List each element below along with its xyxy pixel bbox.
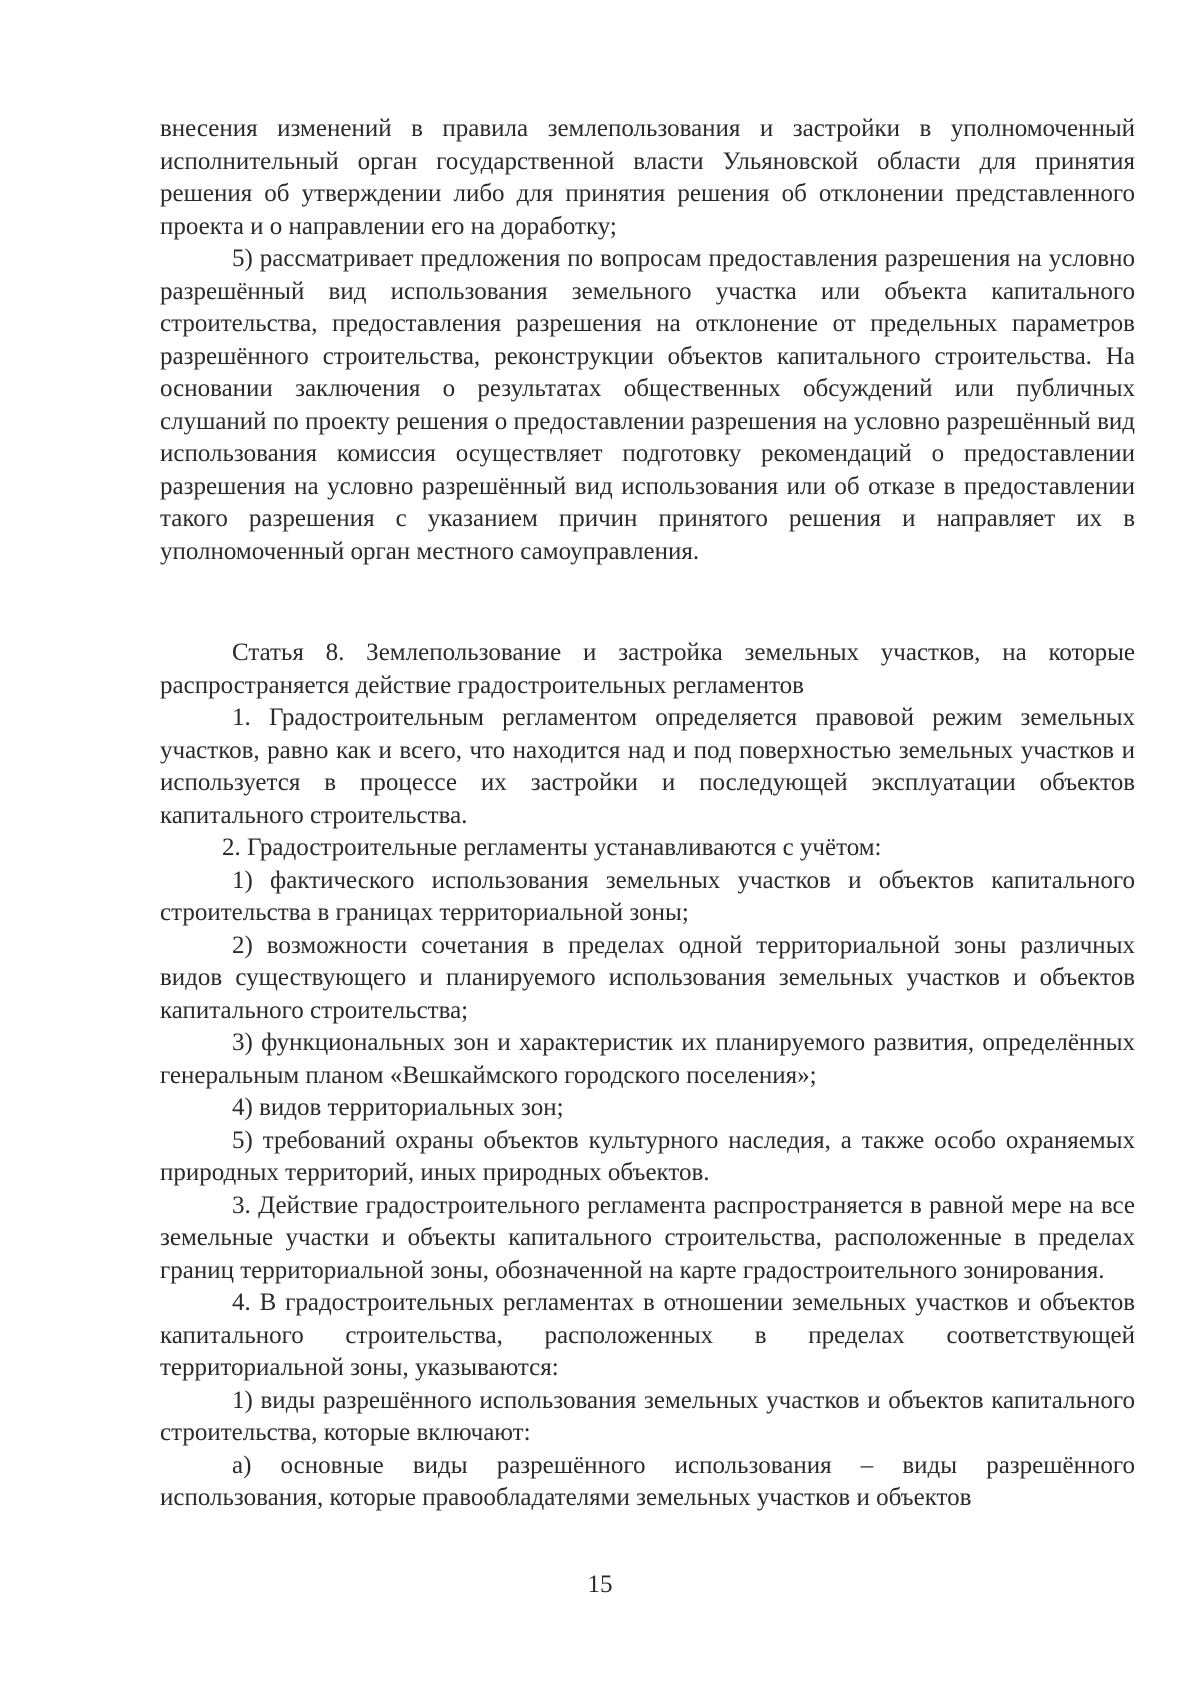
paragraph: 3. Действие градостроительного регламента распространяется в равной мере на все земельные участки и объекты капитального строительства, расположенные в пределах границ территориальной зоны, обозначенной на карте градостроительного зонирования. xyxy=(160,1191,1135,1284)
paragraph: внесения изменений в правила землепользования и застройки в уполномоченный исполнительный орган государственной власти Ульяновской области для принятия решения об утверждении либо для принятия решения об отклонении представленного проекта и о направлении его на доработку; xyxy=(160,115,1135,240)
list-item: 2) возможности сочетания в пределах одной территориальной зоны различных видов существующего и планируемого использования земельных участков и объектов капитального строительства; xyxy=(160,931,1135,1024)
page-number: 15 xyxy=(587,1571,613,1598)
paragraph: 1. Градостроительным регламентом определяется правовой режим земельных участков, равно как и всего, что находится над и под поверхностью земельных участков и используется в процессе их застройки и последующей эксплуатации объектов капитального строительства. xyxy=(160,704,1135,829)
paragraph: 4. В градостроительных регламентах в отношении земельных участков и объектов капитального строительства, расположенных в пределах соответствующей территориальной зоны, указываются: xyxy=(160,1289,1135,1381)
list-item: 3) функциональных зон и характеристик их планируемого развития, определённых генеральным планом «Вешкаймского городского поселения»; xyxy=(160,1029,1135,1089)
paragraph: 5) рассматривает предложения по вопросам предоставления разрешения на условно разрешённый вид использования земельного участка или объекта капитального строительства, предоставления разрешения на отклонение от предельных параметров разрешённого строительства, реконструкции объектов капитального строительства. На основании заключения о результатах общественных обсуждений или публичных слушаний по проекту решения о предоставлении разрешения на условно разрешённый вид использования комиссия осуществляет подготовку рекомендаций о предоставлении разрешения на условно разрешённый вид использования или об отказе в предоставлении такого разрешения с указанием причин принятого решения и направляет их в уполномоченный орган местного самоуправления. xyxy=(160,245,1135,565)
article-heading: Статья 8. Землепользование и застройка земельных участков, на которые распространяется действие градостроительных регламентов xyxy=(160,639,1135,699)
continuation-block xyxy=(160,113,1135,568)
list-item: а) основные виды разрешённого использования – виды разрешённого использования, которые правообладателями земельных участков и объектов xyxy=(160,1451,1135,1511)
list-item: 1) виды разрешённого использования земельных участков и объектов капитального строительства, которые включают: xyxy=(160,1386,1135,1446)
list-item: 4) видов территориальных зон; xyxy=(232,1094,564,1121)
paragraph: 2. Градостроительные регламенты устанавливаются с учётом: xyxy=(222,834,882,861)
list-item: 5) требований охраны объектов культурного наследия, а также особо охраняемых природных территорий, иных природных объектов. xyxy=(160,1126,1135,1186)
list-item: 1) фактического использования земельных участков и объектов капитального строительства в границах территориальной зоны; xyxy=(160,866,1135,926)
article-8-block xyxy=(160,637,1135,1515)
